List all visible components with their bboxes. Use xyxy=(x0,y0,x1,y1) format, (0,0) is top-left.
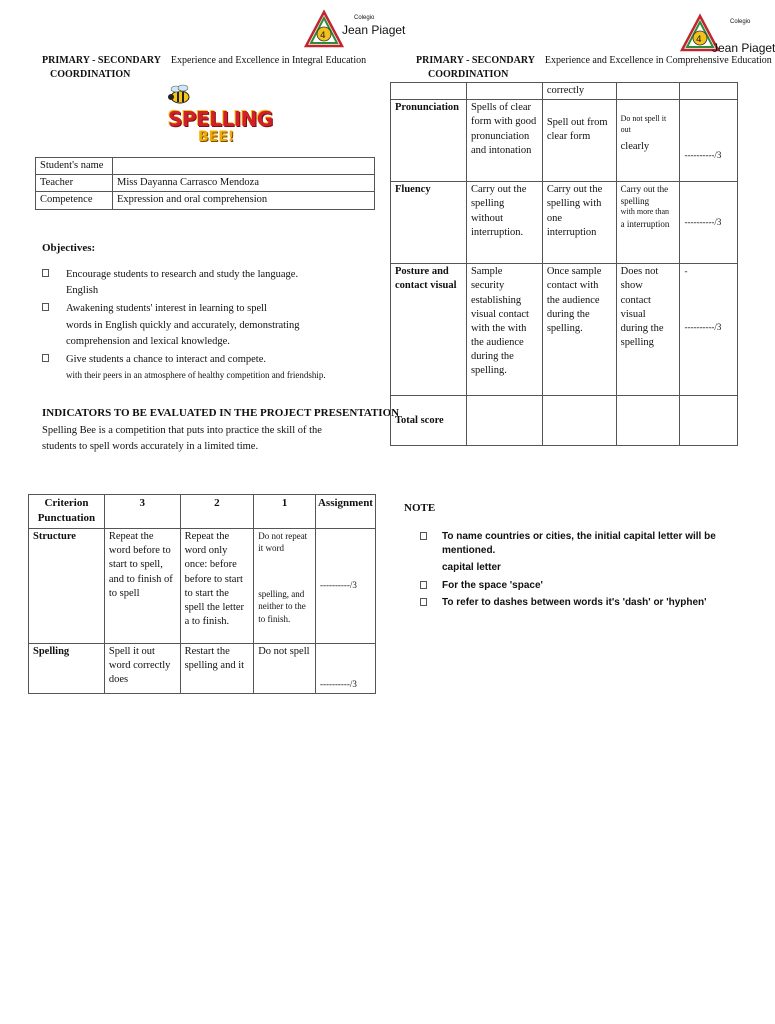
table-row xyxy=(29,529,376,644)
checkbox-icon xyxy=(42,303,49,311)
score-cell: ----------/3 xyxy=(680,182,738,264)
table-row xyxy=(391,100,738,182)
logo-emblem-icon xyxy=(304,10,344,50)
score-cell xyxy=(680,396,738,446)
criterion-cell: Total score xyxy=(391,396,467,446)
intro-text: Spelling Bee is a competition that puts into practice the skill of the students to spell words accurately in a limited time. xyxy=(42,425,322,453)
banner-word-bee: BEE! xyxy=(198,129,235,145)
column-header: Assignment xyxy=(315,495,375,529)
level-3-cell xyxy=(466,396,542,446)
table-row xyxy=(391,83,738,100)
checkbox-icon xyxy=(420,598,427,606)
note-title: NOTE xyxy=(404,502,436,514)
table-row xyxy=(29,495,376,529)
score-cell: ----------/3 xyxy=(315,529,375,644)
criterion-cell: Spelling xyxy=(29,644,105,694)
criterion-cell: Structure xyxy=(29,529,105,644)
criterion-cell: Pronunciation xyxy=(391,100,467,182)
criterion-cell: Fluency xyxy=(391,182,467,264)
table-row xyxy=(36,175,375,192)
level-2-cell: Restart the spelling and it xyxy=(180,644,254,694)
level-2-cell: Spell out from clear form xyxy=(542,100,616,182)
level-2-cell: Repeat the word only once: before before to start to start the spell the letter a to finish. xyxy=(180,529,254,644)
score-cell: ----------/3 xyxy=(680,100,738,182)
column-header: 2 xyxy=(180,495,254,529)
list-item: words in English quickly and accurately, demonstrating xyxy=(66,319,300,331)
list-item: English xyxy=(66,285,99,297)
level-1-cell: Does not show contact visual during the spelling xyxy=(616,264,680,396)
notes-list xyxy=(420,530,750,614)
objectives-title: Objectives: xyxy=(42,242,96,254)
list-item: capital letter xyxy=(442,562,501,573)
list-item: To refer to dashes between words it's 'dash' or 'hyphen' xyxy=(420,596,750,610)
criterion-cell: Posture and contact visual xyxy=(391,264,467,396)
score-cell: ----------/3 xyxy=(315,644,375,694)
level-1-cell: Do not spell xyxy=(254,644,316,694)
rubric-table-right xyxy=(390,82,738,446)
checkbox-icon xyxy=(42,269,49,277)
indicators-title: INDICATORS TO BE EVALUATED IN THE PROJECT PRESENTATION xyxy=(42,407,400,419)
student-info-table xyxy=(35,157,375,210)
rubric-table-left xyxy=(28,494,376,694)
student-label: Student's name xyxy=(36,158,113,175)
teacher-label: Teacher xyxy=(36,175,113,192)
teacher-value: Miss Dayanna Carrasco Mendoza xyxy=(113,175,375,192)
svg-text:4: 4 xyxy=(320,31,326,41)
header-sub: COORDINATION xyxy=(50,69,131,80)
table-row xyxy=(391,396,738,446)
table-row xyxy=(391,182,738,264)
header-title: PRIMARY - SECONDARY xyxy=(416,55,535,66)
banner-word-spelling: SPELLING xyxy=(168,107,273,131)
school-logo xyxy=(304,10,406,56)
level-2-cell: Once sample contact with the audience during the spelling. xyxy=(542,264,616,396)
left-header xyxy=(42,54,366,68)
competence-label: Competence xyxy=(36,192,113,209)
level-1-cell: Carry out the spelling with more than a interruption xyxy=(616,182,680,264)
competence-value: Expression and oral comprehension xyxy=(113,192,375,209)
checkbox-icon xyxy=(420,581,427,589)
student-value xyxy=(113,158,375,175)
logo-school-name: Jean Piaget xyxy=(712,41,775,55)
list-item: comprehension and lexical knowledge. xyxy=(66,335,230,347)
column-header: 3 xyxy=(104,495,180,529)
level-2-cell: Carry out the spelling with one interruption xyxy=(542,182,616,264)
level-3-cell: Spell it out word correctly does xyxy=(104,644,180,694)
spelling-bee-banner xyxy=(146,80,273,150)
header-sub: COORDINATION xyxy=(428,69,509,80)
list-item: To name countries or cities, the initial capital letter will be mentioned. xyxy=(420,530,750,557)
list-item: with their peers in an atmosphere of healthy competition and friendship. xyxy=(66,370,326,381)
level-1-cell: Do not repeat it word spelling, and neither to the to finish. xyxy=(254,529,316,644)
column-header: 1 xyxy=(254,495,316,529)
table-row xyxy=(36,192,375,209)
level-3-cell: Repeat the word before to start to spell, and to finish of to spell xyxy=(104,529,180,644)
score-cell: - ----------/3 xyxy=(680,264,738,396)
column-header: Criterion Punctuation xyxy=(29,495,105,529)
level-1-cell: Do not spell it out clearly xyxy=(616,100,680,182)
level-3-cell: correctly xyxy=(542,83,616,100)
list-item: Awakening students' interest in learning to spell xyxy=(42,302,332,316)
objectives-list xyxy=(42,268,332,381)
bee-icon xyxy=(166,84,192,106)
level-3-cell: Carry out the spelling without interruption. xyxy=(466,182,542,264)
level-3-cell: Spells of clear form with good pronunciation and intonation xyxy=(466,100,542,182)
level-3-cell: Sample security establishing visual contact with the with the audience during the spelling. xyxy=(466,264,542,396)
right-header xyxy=(416,54,772,68)
header-tagline: Experience and Excellence in Integral Education xyxy=(170,55,367,66)
logo-colegio-text: Colegio xyxy=(730,19,751,25)
header-tagline: Experience and Excellence in Comprehensive Education xyxy=(544,55,772,66)
table-row xyxy=(29,644,376,694)
list-item: Give students a chance to interact and compete. xyxy=(42,353,332,367)
level-2-cell xyxy=(542,396,616,446)
list-item: Encourage students to research and study the language. xyxy=(42,268,332,282)
list-item: For the space 'space' xyxy=(420,579,750,593)
header-title: PRIMARY - SECONDARY xyxy=(42,55,161,66)
table-row xyxy=(391,264,738,396)
logo-school-name: Jean Piaget xyxy=(342,23,406,37)
logo-colegio-text: Colegio xyxy=(354,15,375,21)
table-row xyxy=(36,158,375,175)
svg-text:4: 4 xyxy=(696,35,702,45)
checkbox-icon xyxy=(420,532,427,540)
checkbox-icon xyxy=(42,354,49,362)
level-1-cell xyxy=(616,396,680,446)
